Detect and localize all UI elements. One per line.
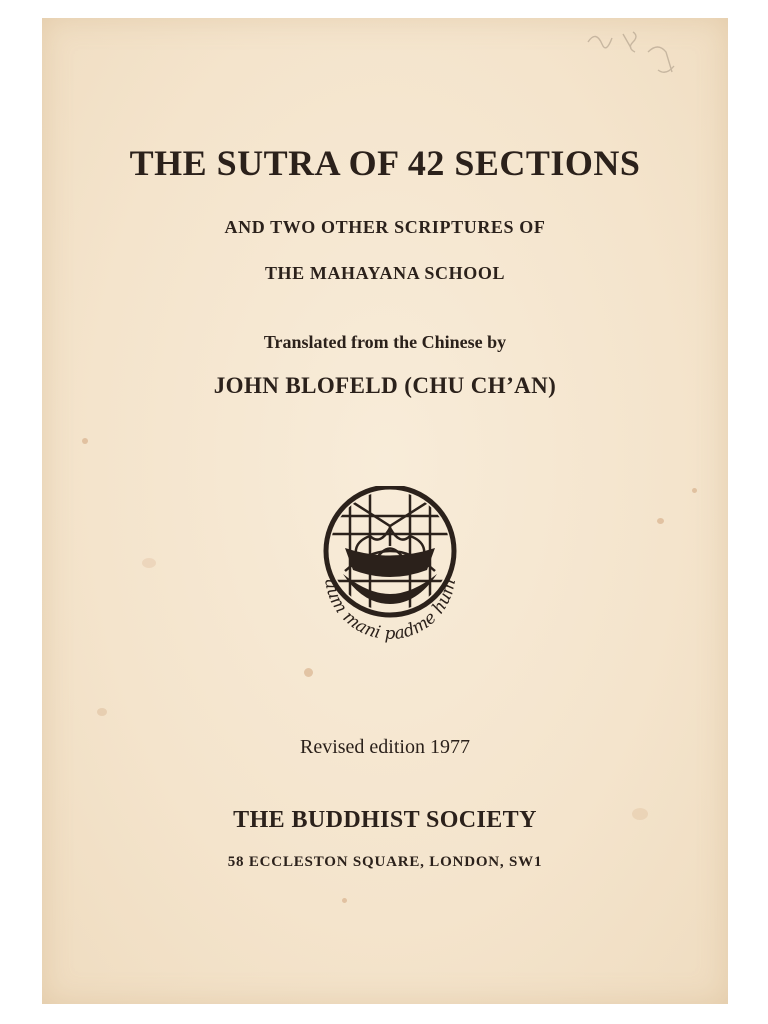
translated-by-line: Translated from the Chinese by <box>263 332 507 352</box>
foxing-spot <box>692 488 697 493</box>
subtitle-line-2: THE MAHAYANA SCHOOL <box>264 263 506 283</box>
foxing-spot <box>342 898 347 903</box>
author-name: JOHN BLOFELD (CHU CH’AN) <box>213 373 557 398</box>
publisher-name: THE BUDDHIST SOCIETY <box>233 807 537 833</box>
foxing-spot <box>657 518 664 524</box>
subtitle-line-1: AND TWO OTHER SCRIPTURES OF <box>224 217 546 237</box>
book-title: THE SUTRA OF 42 SECTIONS <box>129 143 641 183</box>
foxing-spot <box>142 558 156 568</box>
title-page <box>42 18 728 1004</box>
publisher-address: 58 ECCLESTON SQUARE, LONDON, SW1 <box>227 854 543 870</box>
foxing-spot <box>304 668 313 677</box>
edition-note: Revised edition 1977 <box>300 736 470 758</box>
lotus-mandala-emblem-icon <box>305 486 475 656</box>
svg-text:aum mani padme hum <box>320 577 460 644</box>
emblem-motto: aum mani padme hum <box>320 576 461 645</box>
pencil-marks-icon <box>578 22 688 92</box>
foxing-spot <box>82 438 88 444</box>
foxing-spot <box>97 708 107 716</box>
